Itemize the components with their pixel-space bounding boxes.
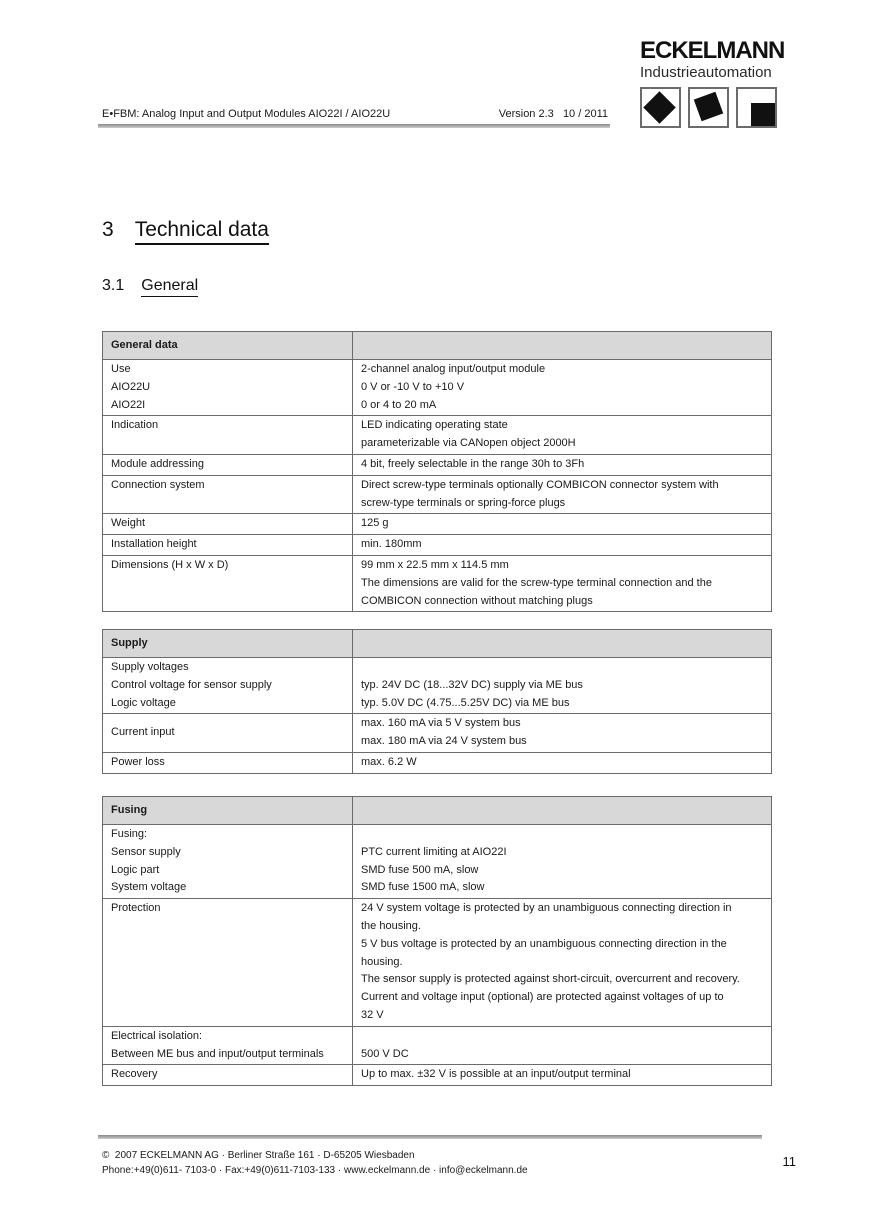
table-header-spacer (353, 797, 772, 825)
table-row (103, 535, 772, 556)
spec-label-cell (103, 658, 353, 714)
spec-label-cell (103, 416, 353, 455)
spec-label-cell (103, 825, 353, 899)
cell-line: max. 180 mA via 24 V system bus (361, 735, 527, 748)
table-header-row (103, 797, 772, 825)
cell-line: 0 or 4 to 20 mA (361, 398, 437, 411)
cell-line: max. 160 mA via 5 V system bus (361, 717, 521, 730)
cell-line: Direct screw-type terminals optionally COMBICON connector system with (361, 478, 719, 491)
general-data-table (102, 331, 772, 612)
cell-line: SMD fuse 500 mA, slow (361, 863, 479, 876)
spec-label-cell (103, 514, 353, 535)
logo-brand-text: ECKELMANN (640, 37, 785, 64)
cell-line: Dimensions (H x W x D) (111, 558, 229, 571)
table-header-spacer (353, 630, 772, 658)
cell-line: LED indicating operating state (361, 419, 508, 432)
footer-rule (98, 1135, 762, 1139)
cell-line: screw-type terminals or spring-force plugs (361, 496, 566, 509)
section-heading (102, 277, 198, 297)
cell-line: typ. 24V DC (18...32V DC) supply via ME bus (361, 678, 583, 691)
table-title: Supply (103, 630, 353, 658)
logo-subtitle-text: Industrieautomation (640, 64, 772, 81)
logo-square-diamond-icon (640, 87, 681, 128)
spec-value-cell (353, 825, 772, 899)
chapter-title: Technical data (135, 218, 269, 245)
cell-line: min. 180mm (361, 538, 422, 551)
cell-line: parameterizable via CANopen object 2000H (361, 437, 576, 450)
cell-line: Between ME bus and input/output terminals (111, 1047, 324, 1060)
header-rule (98, 124, 610, 128)
cell-line: 32 V (361, 1008, 384, 1021)
cell-line: max. 6.2 W (361, 755, 417, 768)
table-row (103, 714, 772, 753)
cell-line: Recovery (111, 1068, 158, 1081)
table-row (103, 360, 772, 416)
section-title: General (141, 277, 198, 297)
cell-line (361, 826, 763, 844)
cell-line: 99 mm x 22.5 mm x 114.5 mm (361, 558, 509, 571)
cell-line: 500 V DC (361, 1047, 409, 1060)
logo-square-tilted-icon (688, 87, 729, 128)
section-number: 3.1 (102, 277, 125, 294)
cell-line: Current and voltage input (optional) are protected against voltages of up to (361, 991, 724, 1004)
cell-line: COMBICON connection without matching plugs (361, 594, 593, 607)
version-label: Version 2.3 10 / 2011 (498, 108, 608, 120)
table-title: General data (103, 332, 353, 360)
spec-value-cell (353, 752, 772, 773)
spec-label-cell (103, 1065, 353, 1086)
cell-line: Logic part (111, 863, 160, 876)
table-row (103, 1065, 772, 1086)
cell-line: Module addressing (111, 457, 204, 470)
table-header-spacer (353, 332, 772, 360)
black-tilted-square-icon (694, 92, 723, 121)
table-row (103, 514, 772, 535)
spec-value-cell (353, 535, 772, 556)
cell-line: PTC current limiting at AIO22I (361, 845, 507, 858)
cell-line: 125 g (361, 517, 389, 530)
cell-line: AIO22U (111, 380, 151, 393)
cell-line: 0 V or -10 V to +10 V (361, 380, 465, 393)
spec-label-cell (103, 454, 353, 475)
spec-label-cell (103, 535, 353, 556)
cell-line: Indication (111, 419, 159, 432)
table-row (103, 555, 772, 611)
cell-line: Current input (111, 726, 175, 739)
table-row (103, 454, 772, 475)
table-title: Fusing (103, 797, 353, 825)
spec-label-cell (103, 475, 353, 514)
cell-line: Supply voltages (111, 661, 189, 673)
footer-address-line: © 2007 ECKELMANN AG · Berliner Straße 161 · D-65205 Wiesbaden (102, 1150, 415, 1161)
logo-square-corner-icon (736, 87, 777, 128)
cell-line: Weight (111, 517, 146, 530)
black-diamond-icon (643, 91, 676, 124)
cell-line: 24 V system voltage is protected by an unambiguous connecting direction in (361, 902, 732, 915)
footer-text (102, 1148, 528, 1178)
cell-line: Use (111, 363, 131, 375)
spec-value-cell (353, 1065, 772, 1086)
cell-line: AIO22I (111, 398, 146, 411)
chapter-number: 3 (102, 218, 114, 241)
cell-line: System voltage (111, 881, 187, 894)
table-row (103, 475, 772, 514)
cell-line: The dimensions are valid for the screw-type terminal connection and the (361, 576, 712, 589)
cell-line (361, 1028, 763, 1046)
cell-line: Logic voltage (111, 696, 176, 709)
cell-line: Power loss (111, 755, 165, 768)
page-number: 11 (782, 1154, 796, 1169)
cell-line (361, 659, 763, 677)
spec-value-cell (353, 714, 772, 753)
cell-line: 2-channel analog input/output module (361, 363, 546, 375)
cell-line: Electrical isolation: (111, 1029, 203, 1042)
spec-value-cell (353, 555, 772, 611)
cell-line: the housing. (361, 919, 421, 932)
table-row (103, 658, 772, 714)
spec-value-cell (353, 899, 772, 1027)
spec-label-cell (103, 714, 353, 753)
cell-line: Installation height (111, 538, 197, 551)
cell-line: Connection system (111, 478, 205, 491)
spec-value-cell (353, 475, 772, 514)
cell-line: housing. (361, 955, 403, 968)
cell-line: typ. 5.0V DC (4.75...5.25V DC) via ME bus (361, 696, 570, 709)
spec-value-cell (353, 514, 772, 535)
table-row (103, 752, 772, 773)
table-row (103, 825, 772, 899)
cell-line: Sensor supply (111, 845, 181, 858)
cell-line: Up to max. ±32 V is possible at an input/output terminal (361, 1068, 631, 1081)
cell-line: SMD fuse 1500 mA, slow (361, 881, 485, 894)
spec-value-cell (353, 454, 772, 475)
spec-label-cell (103, 1026, 353, 1065)
table-header-row (103, 630, 772, 658)
cell-line: Fusing: (111, 828, 148, 840)
table-row (103, 416, 772, 455)
spec-label-cell (103, 360, 353, 416)
chapter-heading (102, 218, 269, 245)
black-corner-square-icon (751, 103, 775, 126)
logo-squares-icon (640, 87, 777, 128)
spec-value-cell (353, 416, 772, 455)
eckelmann-logo (640, 37, 785, 82)
cell-line: 4 bit, freely selectable in the range 30h to 3Fh (361, 457, 585, 470)
running-header (102, 108, 608, 120)
cell-line: 5 V bus voltage is protected by an unambiguous connecting direction in the (361, 937, 727, 950)
spec-label-cell (103, 555, 353, 611)
cell-line: Control voltage for sensor supply (111, 678, 272, 691)
spec-value-cell (353, 360, 772, 416)
table-row (103, 899, 772, 1027)
fusing-table (102, 796, 772, 1086)
spec-value-cell (353, 1026, 772, 1065)
table-row (103, 1026, 772, 1065)
supply-table (102, 629, 772, 774)
footer-contact-line: Phone:+49(0)611- 7103-0 · Fax:+49(0)611-7103-133 · www.eckelmann.de · info@eckelmann.de (102, 1165, 528, 1176)
spec-value-cell (353, 658, 772, 714)
spec-label-cell (103, 899, 353, 1027)
table-header-row (103, 332, 772, 360)
cell-line: The sensor supply is protected against short-circuit, overcurrent and recovery. (361, 973, 740, 986)
cell-line: Protection (111, 902, 161, 915)
document-title: E•FBM: Analog Input and Output Modules AIO22I / AIO22U (102, 108, 391, 120)
spec-label-cell (103, 752, 353, 773)
